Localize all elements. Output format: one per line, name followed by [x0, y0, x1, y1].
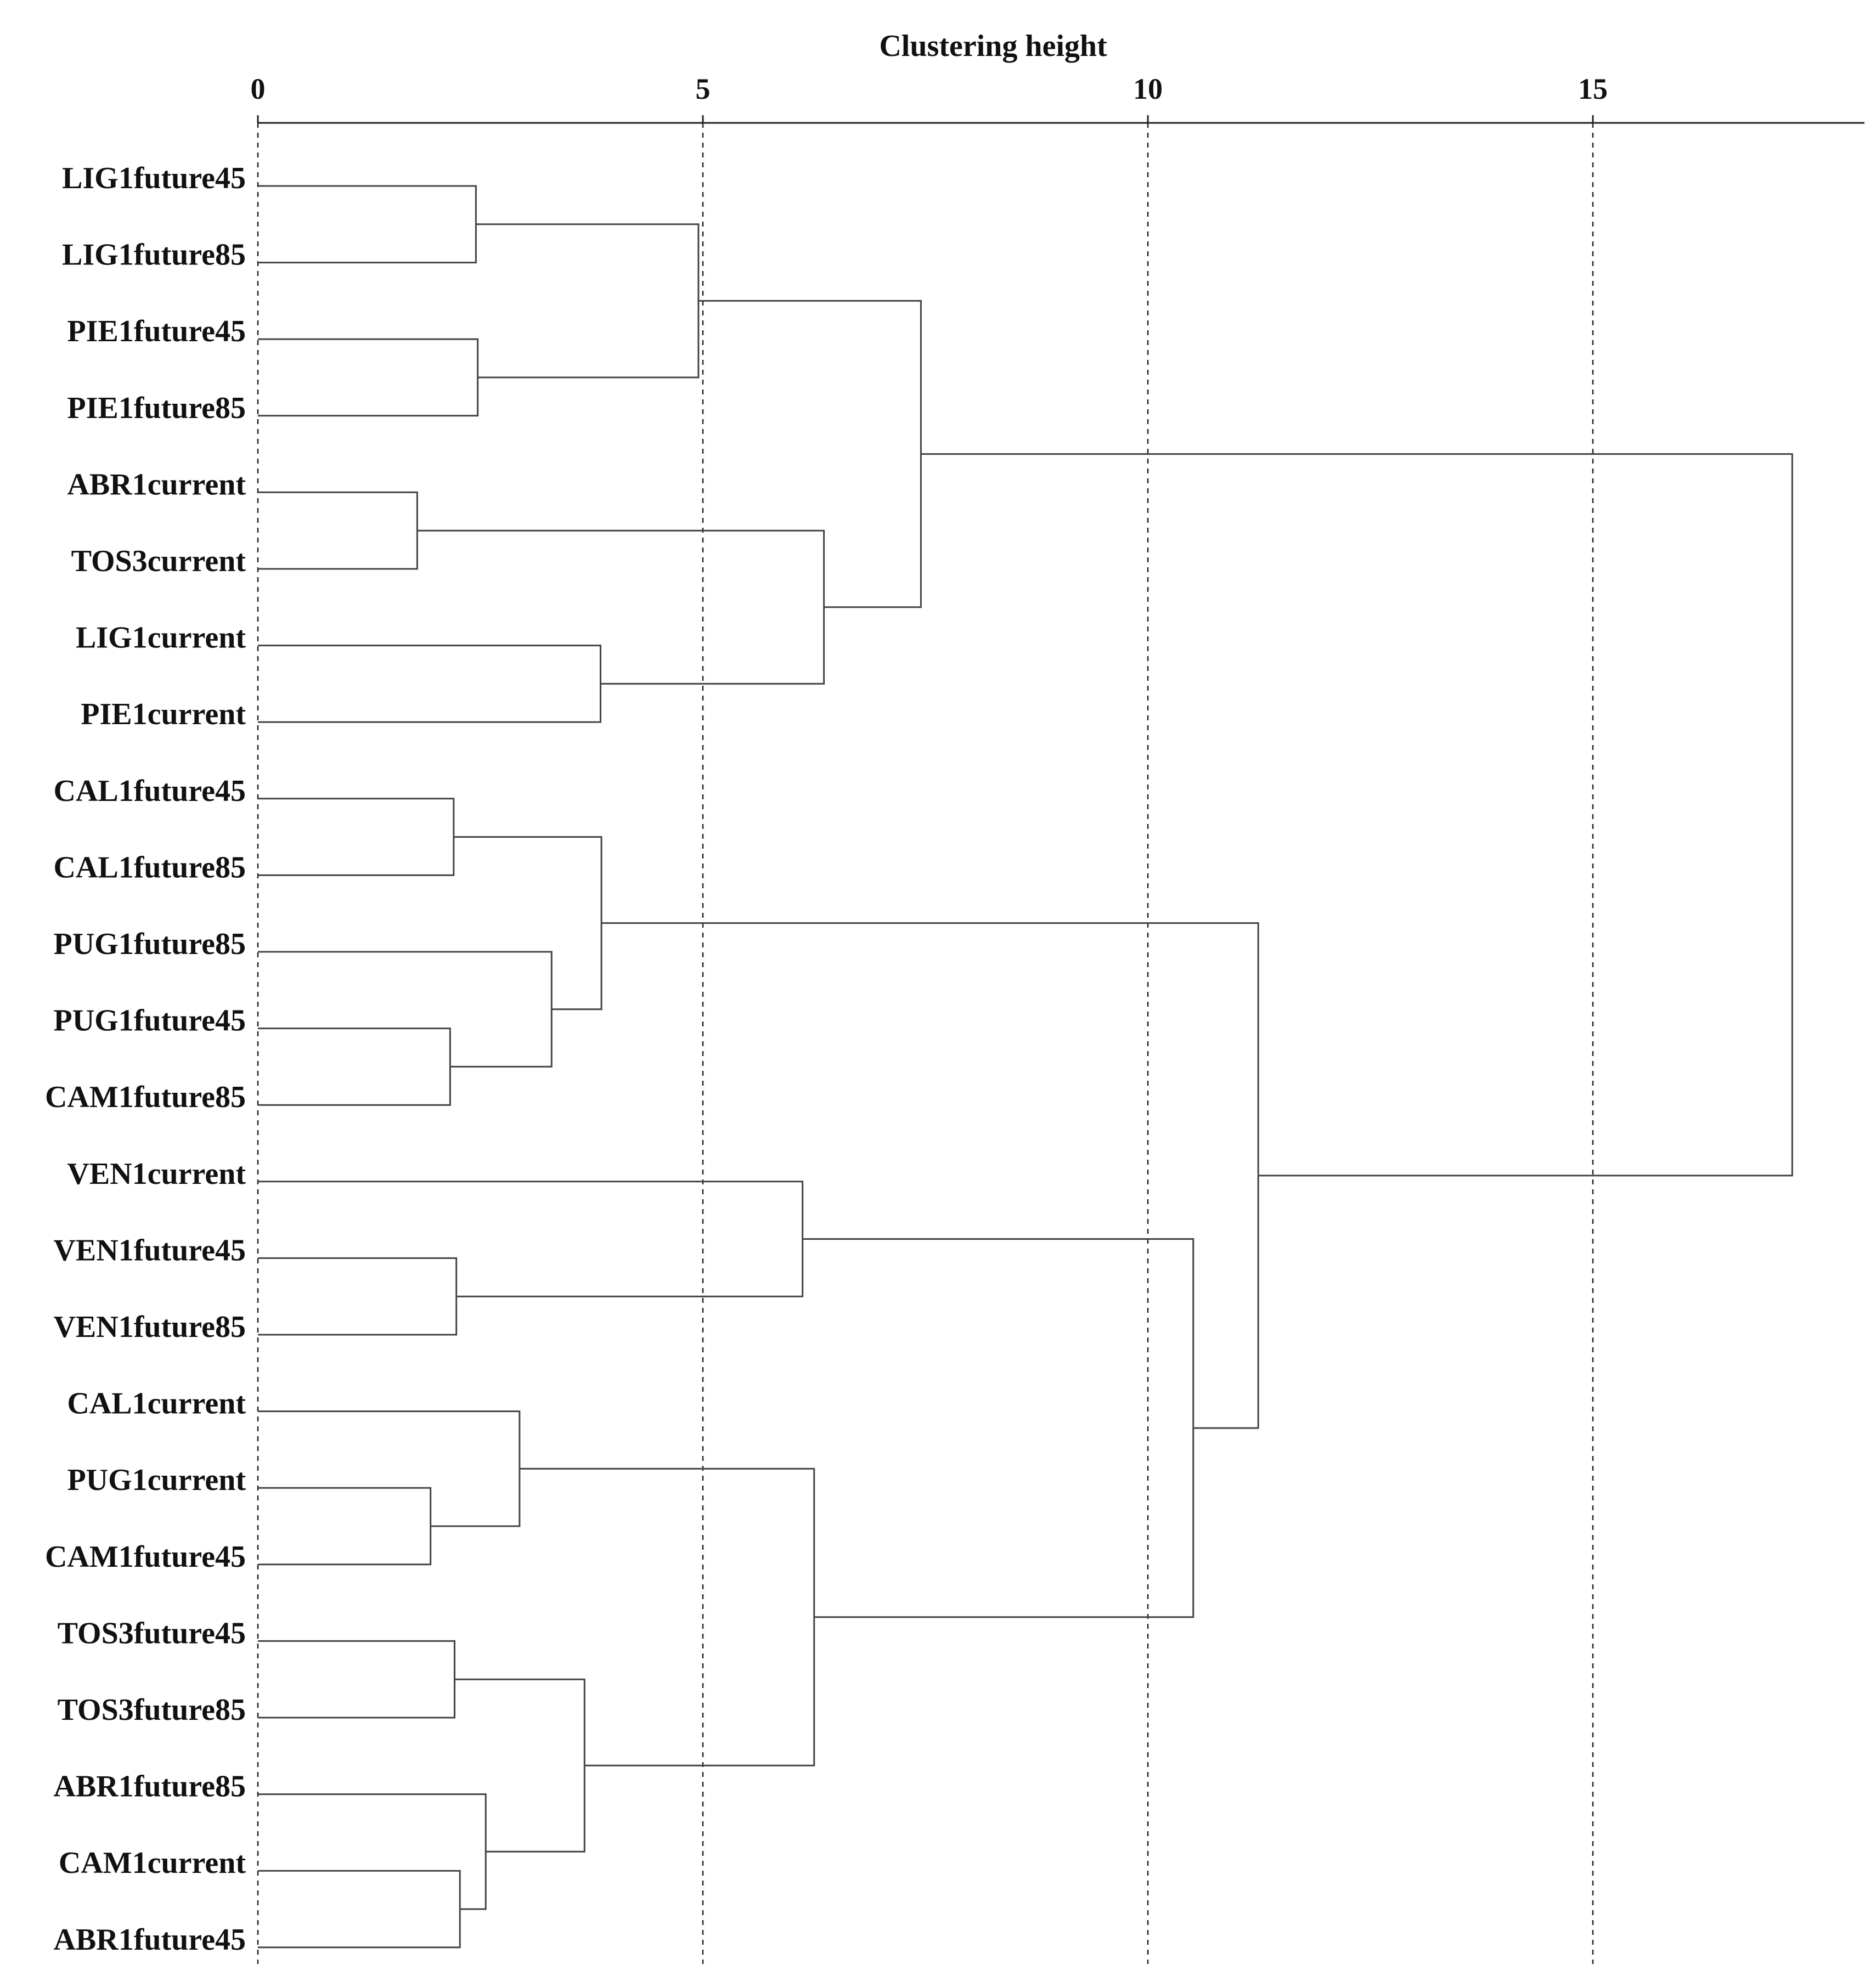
- leaf-label: ABR1future45: [53, 1922, 246, 1957]
- leaf-label: LIG1current: [75, 620, 246, 655]
- dendrogram-link: [258, 952, 551, 1066]
- dendrogram-link: [258, 799, 454, 876]
- leaf-label: ABR1current: [67, 467, 246, 502]
- leaf-label: CAM1future45: [44, 1539, 246, 1574]
- leaf-label: PIE1future45: [67, 314, 246, 349]
- dendrogram-link: [258, 1258, 457, 1335]
- leaf-label: LIG1future45: [62, 161, 246, 195]
- leaf-label: LIG1future85: [62, 238, 246, 272]
- dendrogram-link: [258, 646, 600, 722]
- leaf-labels: [45, 161, 246, 1957]
- x-axis-title: Clustering height: [879, 29, 1107, 63]
- dendrogram-link: [520, 1469, 814, 1765]
- dendrogram-link: [803, 1239, 1193, 1617]
- dendrogram-link: [258, 1029, 450, 1105]
- dendrogram-link: [258, 492, 417, 569]
- dendrogram-link: [454, 837, 601, 1009]
- leaf-label: CAM1current: [58, 1846, 246, 1881]
- leaf-label: CAL1future45: [53, 774, 246, 808]
- dendrogram-link: [476, 224, 698, 377]
- dendrogram-link: [258, 1641, 454, 1718]
- leaf-label: CAM1future85: [44, 1080, 246, 1115]
- dendrogram-links: [258, 186, 1792, 1948]
- dendrogram-link: [417, 530, 824, 684]
- dendrogram-link: [921, 454, 1792, 1176]
- x-tick-label: 15: [1578, 72, 1608, 105]
- leaf-label: PIE1current: [81, 697, 246, 732]
- dendrogram-link: [258, 1182, 803, 1296]
- dendrogram-link: [258, 1871, 460, 1948]
- x-axis: [251, 29, 1865, 123]
- leaf-label: VEN1future85: [53, 1310, 246, 1344]
- grid-layer: [258, 123, 1593, 1964]
- leaf-label: ABR1future85: [53, 1769, 246, 1804]
- x-tick-label: 10: [1133, 72, 1163, 105]
- dendrogram-link: [601, 923, 1258, 1428]
- leaf-label: CAL1future85: [53, 850, 246, 885]
- dendrogram-link: [454, 1679, 584, 1851]
- x-tick-label: 5: [695, 72, 711, 105]
- dendrogram-link: [258, 339, 478, 416]
- dendrogram-link: [258, 1412, 520, 1526]
- leaf-label: VEN1future45: [53, 1233, 246, 1268]
- dendrogram-link: [258, 1488, 431, 1565]
- dendrogram-link: [698, 301, 921, 607]
- dendrogram-link: [258, 186, 476, 263]
- leaf-label: TOS3future45: [57, 1616, 246, 1651]
- x-tick-label: 0: [250, 72, 266, 105]
- leaf-label: PIE1future85: [67, 391, 246, 425]
- leaf-label: PUG1future45: [53, 1003, 246, 1038]
- leaf-label: PUG1future85: [53, 927, 246, 961]
- leaf-label: VEN1current: [67, 1156, 246, 1191]
- leaf-label: TOS3current: [71, 544, 246, 578]
- leaf-label: PUG1current: [67, 1463, 246, 1498]
- leaf-label: TOS3future85: [57, 1693, 246, 1727]
- leaf-label: CAL1current: [67, 1386, 246, 1421]
- dendrogram-link: [258, 1794, 486, 1909]
